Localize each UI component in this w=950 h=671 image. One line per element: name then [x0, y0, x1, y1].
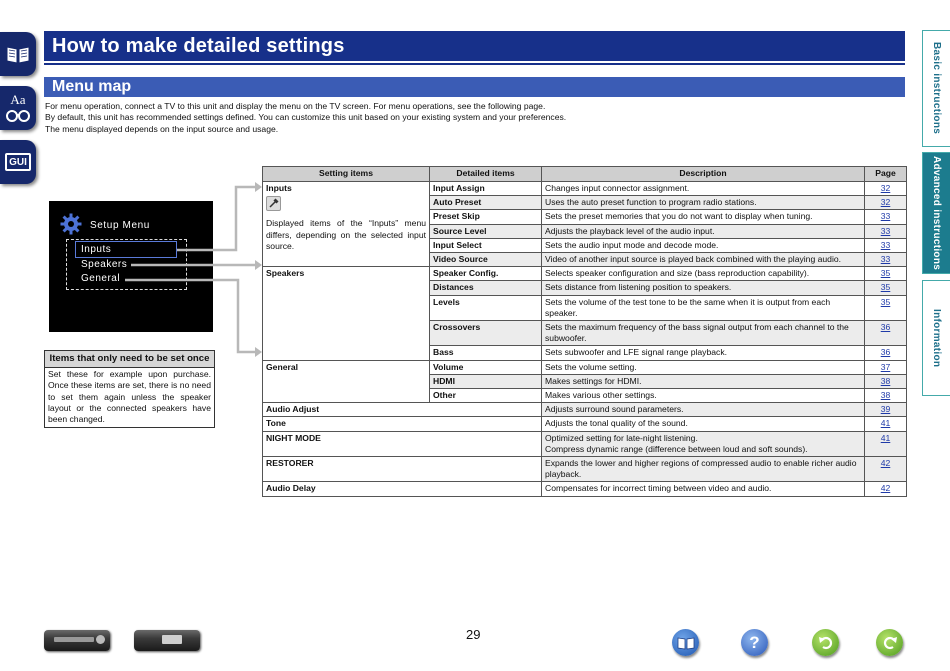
item-description: Sets the audio input mode and decode mode. [542, 238, 865, 252]
back-arrow-icon[interactable] [812, 629, 839, 656]
intro-line: By default, this unit has recommended settings defined. You can customize this unit based on your existing system and your preferences. [45, 112, 567, 123]
setting-item-general: General [263, 360, 430, 403]
detail-item: Other [430, 389, 542, 403]
detail-item: Speaker Config. [430, 267, 542, 281]
setting-item-speakers: Speakers [263, 267, 430, 360]
item-description: Sets the volume setting. [542, 360, 865, 374]
detail-item: Crossovers [430, 321, 542, 346]
setting-item-tone: Tone [263, 417, 542, 431]
detail-item: Volume [430, 360, 542, 374]
page-link[interactable]: 41 [880, 418, 891, 429]
menu-item-inputs[interactable]: Inputs [81, 244, 112, 255]
item-description: Makes various other settings. [542, 389, 865, 403]
tab-basic-instructions-label: Basic instructions [931, 42, 942, 135]
intro-line: For menu operation, connect a TV to this unit and display the menu on the TV screen. For menu operations, see the following page. [45, 101, 546, 111]
setting-item-inputs [263, 182, 430, 267]
item-description: Uses the auto preset function to program radio stations. [542, 196, 865, 210]
manual-book-icon[interactable] [672, 629, 699, 656]
item-description: Makes settings for HDMI. [542, 374, 865, 388]
page-link[interactable]: 32 [880, 183, 891, 193]
item-description: Adjusts the tonal quality of the sound. [542, 417, 865, 431]
item-description: Sets the maximum frequency of the bass signal output from each channel to the subwoofer. [542, 321, 865, 346]
glossary-icon-label: Aa [10, 92, 26, 107]
front-panel-thumbnail-button[interactable] [44, 630, 110, 651]
table-row [263, 267, 907, 281]
table-row [263, 182, 907, 196]
one-time-settings-note [44, 350, 215, 428]
setting-item-label: Inputs [266, 183, 292, 193]
forward-arrow-icon[interactable] [876, 629, 903, 656]
inputs-note: Displayed items of the “Inputs” menu differs, depending on the selected input source. [266, 218, 426, 251]
detail-item: Input Assign [430, 182, 542, 196]
tab-information-label: Information [931, 308, 942, 368]
item-description: Adjusts the playback level of the audio input. [542, 224, 865, 238]
page-link[interactable]: 33 [880, 225, 891, 236]
detail-item: Preset Skip [430, 210, 542, 224]
device-display [54, 637, 94, 642]
item-description: Changes input connector assignment. [542, 182, 865, 196]
column-header: Description [542, 167, 865, 182]
column-header: Setting items [263, 167, 430, 182]
page-link[interactable]: 33 [880, 239, 891, 250]
item-description: Sets distance from listening position to speakers. [542, 281, 865, 295]
menu-item-speakers[interactable]: Speakers [81, 259, 128, 270]
table-row [263, 417, 907, 431]
setting-item-night-mode: NIGHT MODE [263, 431, 542, 456]
item-description: Expands the lower and higher regions of compressed audio to enable richer audio playback. [542, 457, 865, 482]
intro-line: The menu displayed depends on the input source and usage. [45, 123, 279, 134]
note-heading: Items that only need to be set once [45, 351, 214, 368]
rear-panel-thumbnail-button[interactable] [134, 630, 200, 651]
column-header: Detailed items [430, 167, 542, 182]
note-body: Set these for example upon purchase. Once these items are set, there is no need to set them again unless the speaker layout or the connected speakers have been changed. [48, 369, 211, 425]
help-question-icon[interactable]: ? [741, 629, 768, 656]
page-link[interactable]: 36 [880, 322, 891, 333]
table-row [263, 360, 907, 374]
page-link[interactable]: 38 [880, 390, 891, 401]
page-link[interactable]: 32 [880, 197, 891, 208]
setup-menu-title: Setup Menu [90, 220, 150, 231]
page-link[interactable]: 33 [880, 211, 891, 222]
page-link[interactable]: 33 [880, 254, 891, 265]
page-number: 29 [466, 627, 481, 642]
column-header: Page [865, 167, 907, 182]
tab-advanced-instructions-label: Advanced instructions [931, 155, 942, 271]
table-row [263, 431, 907, 456]
page-link[interactable]: 35 [880, 296, 891, 307]
page-link[interactable]: 38 [880, 375, 891, 386]
device-knob [96, 635, 105, 644]
table-row [263, 403, 907, 417]
menu-item-general[interactable]: General [81, 273, 121, 284]
detail-item: Input Select [430, 238, 542, 252]
table-row [263, 482, 907, 496]
menu-map-table [262, 166, 907, 497]
page-link[interactable]: 39 [880, 404, 891, 415]
setting-item-audio-delay: Audio Delay [263, 482, 542, 496]
detail-item: Video Source [430, 253, 542, 267]
page-link[interactable]: 42 [880, 458, 891, 469]
setting-item-restorer: RESTORER [263, 457, 542, 482]
item-description: Compensates for incorrect timing between video and audio. [542, 482, 865, 496]
page-link[interactable]: 37 [880, 361, 891, 372]
item-description: Sets the preset memories that you do not want to display when tuning. [542, 210, 865, 224]
detail-item: Source Level [430, 224, 542, 238]
detail-item: Auto Preset [430, 196, 542, 210]
item-description: Selects speaker configuration and size (bass reproduction capability). [542, 267, 865, 281]
setting-item-audio-adjust: Audio Adjust [263, 403, 542, 417]
device-connectors [162, 635, 182, 644]
tool-icon [266, 196, 281, 211]
detail-item: Levels [430, 295, 542, 320]
item-description: Sets the volume of the test tone to be the same when it is output from each speaker. [542, 295, 865, 320]
table-row [263, 457, 907, 482]
gui-icon-label: GUI [5, 153, 31, 171]
detail-item: Bass [430, 346, 542, 360]
table-header-row [263, 167, 907, 182]
item-description: Sets subwoofer and LFE signal range playback. [542, 346, 865, 360]
page-link[interactable]: 36 [880, 347, 891, 358]
page-link[interactable]: 35 [880, 282, 891, 293]
page-link[interactable]: 42 [880, 483, 891, 494]
detail-item: HDMI [430, 374, 542, 388]
detail-item: Distances [430, 281, 542, 295]
item-description [542, 431, 865, 456]
page-title: How to make detailed settings [44, 31, 905, 61]
item-description: Adjusts surround sound parameters. [542, 403, 865, 417]
page-link[interactable]: 41 [880, 432, 891, 443]
description-line: Optimized setting for late-night listening. [545, 432, 698, 443]
section-title: Menu map [44, 77, 905, 97]
item-description: Video of another input source is played back combined with the playing audio. [542, 253, 865, 267]
description-line: Compress dynamic range (difference between loud and soft sounds). [545, 443, 808, 454]
page-link[interactable]: 35 [880, 268, 891, 279]
